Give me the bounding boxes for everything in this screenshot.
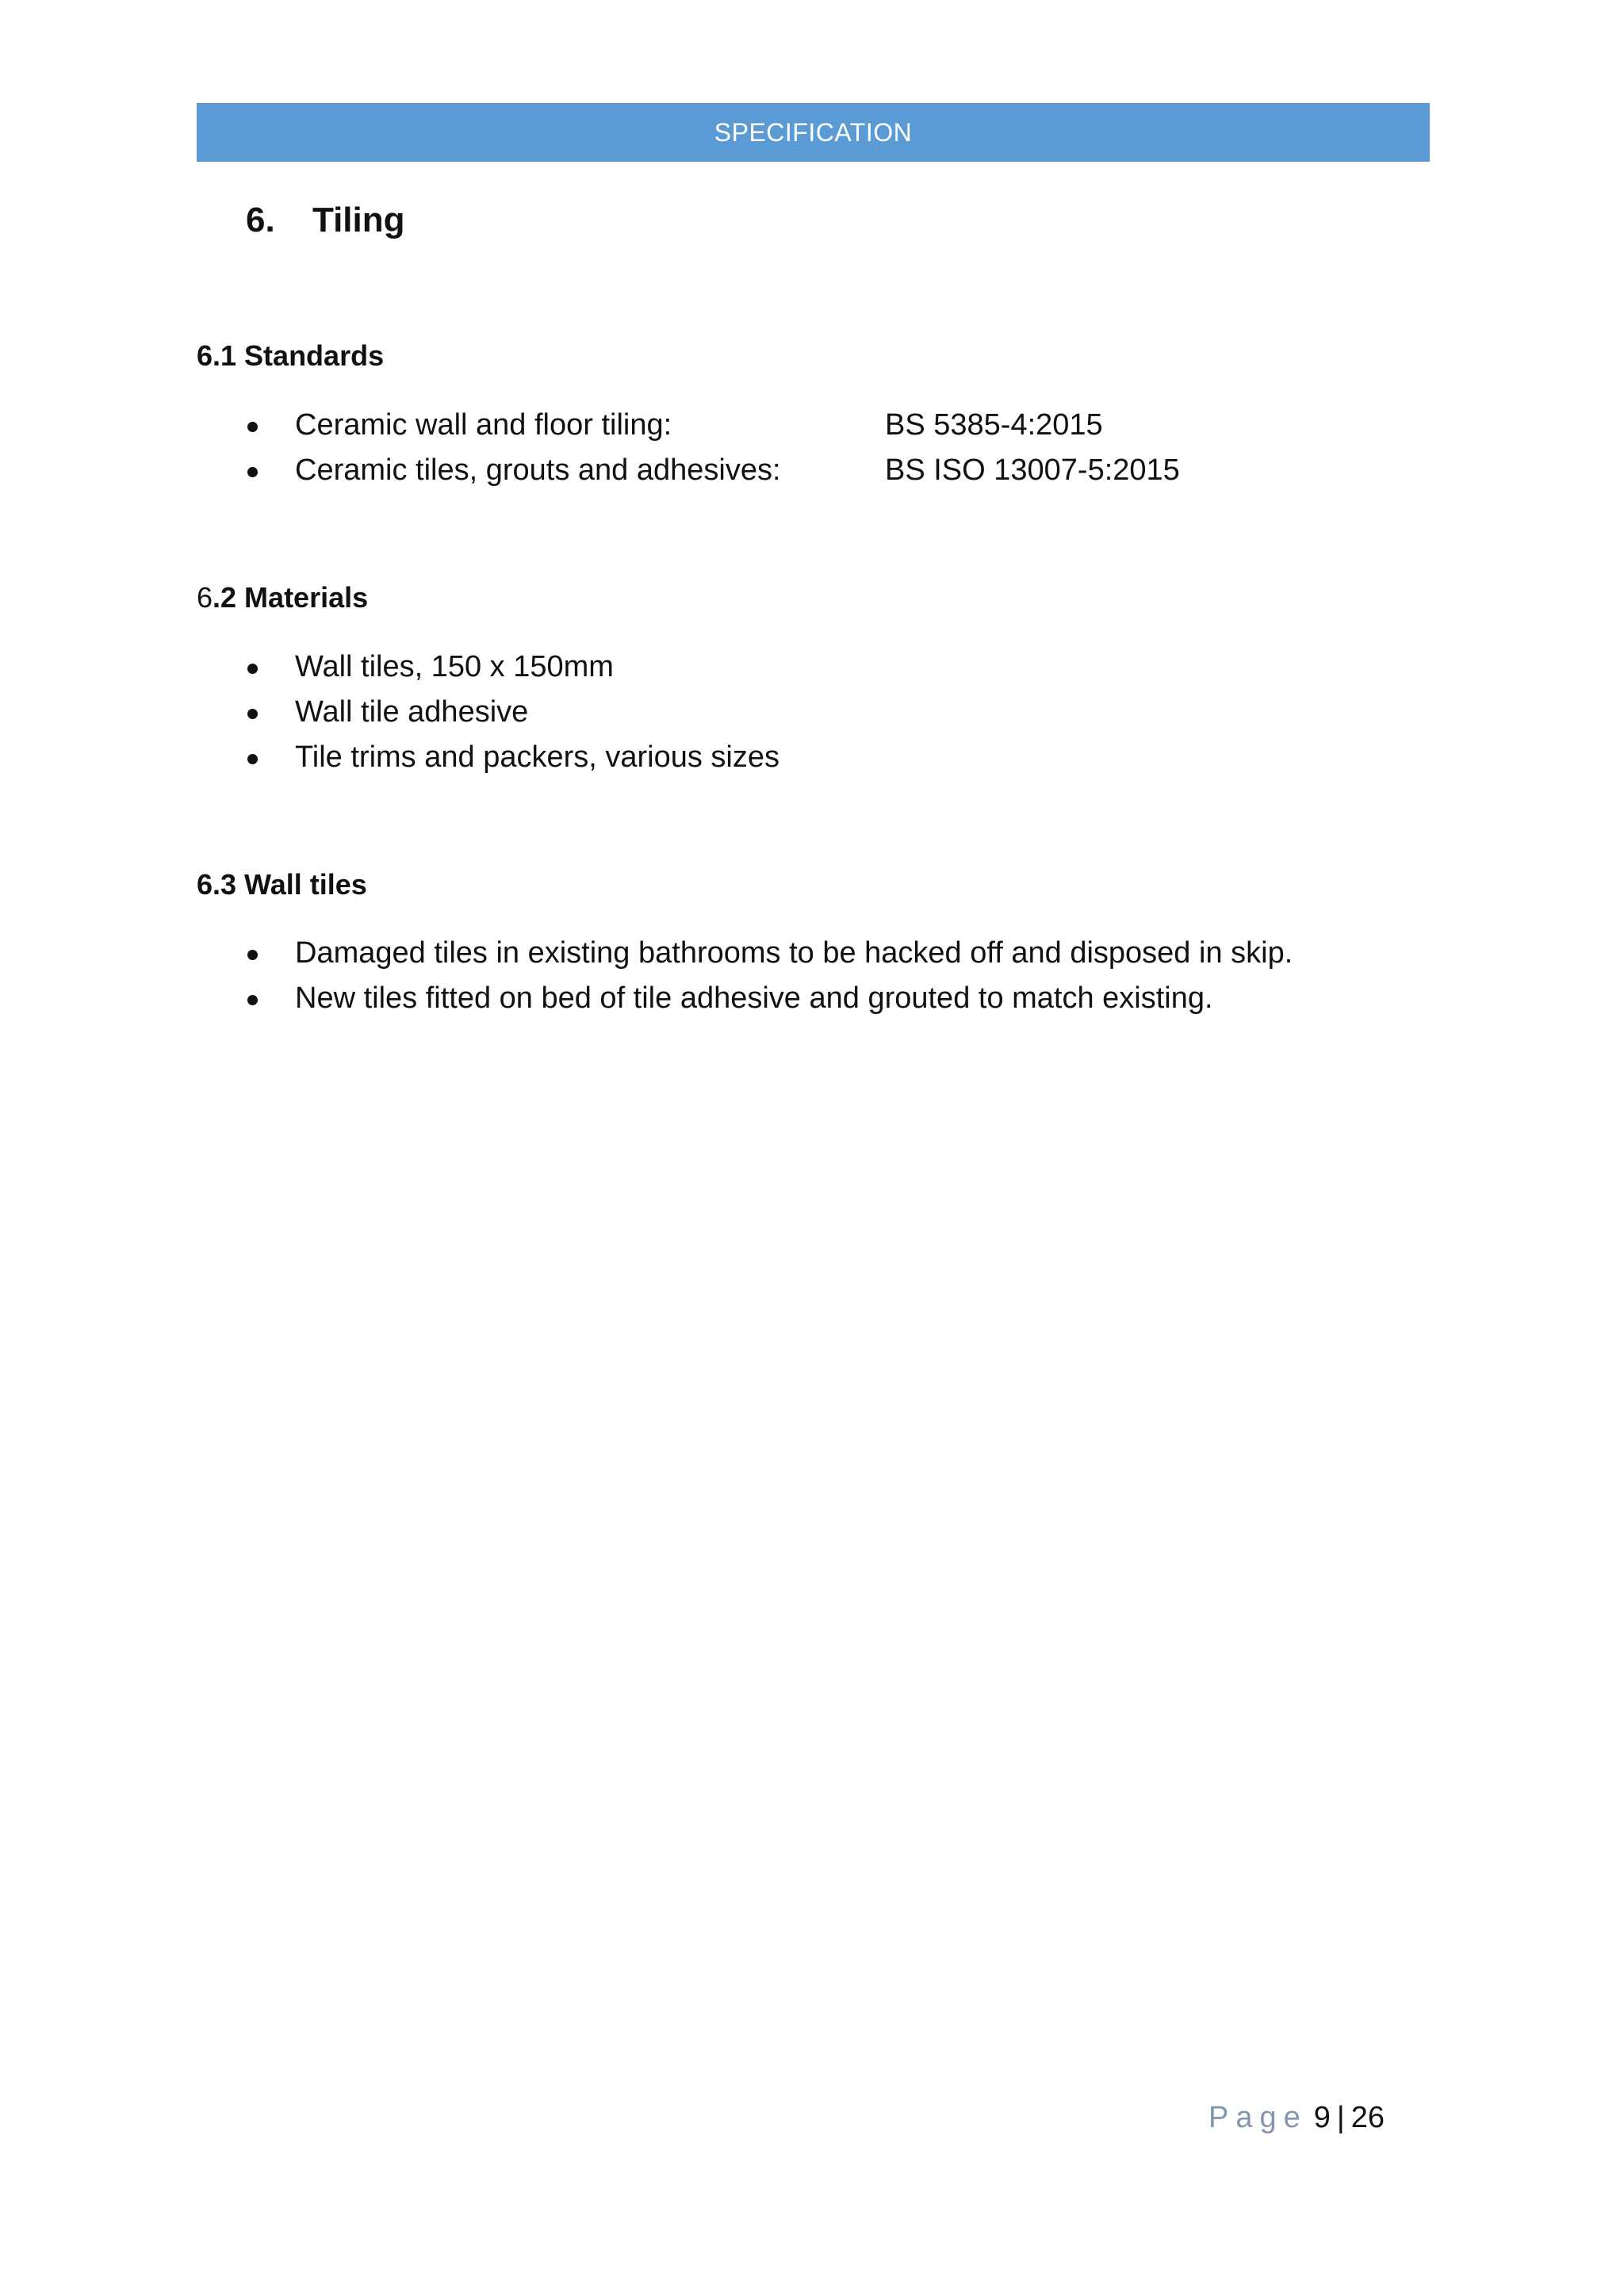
chapter-number: 6. (246, 201, 275, 239)
section-title-rest: .2 Materials (213, 581, 369, 614)
bullet-icon (247, 995, 258, 1005)
page-number: 9 (1313, 2101, 1331, 2134)
chapter-heading (246, 201, 405, 240)
material-text: Wall tiles, 150 x 150mm (295, 650, 614, 683)
section-number-lead: 6 (197, 581, 213, 614)
bullet-icon (247, 422, 258, 432)
bullet-icon (247, 467, 258, 477)
standard-label: Ceramic tiles, grouts and adhesives: (295, 453, 781, 487)
material-text: Tile trims and packers, various sizes (295, 740, 780, 774)
wall-tiles-text: Damaged tiles in existing bathrooms to be hacked off and disposed in skip. (295, 936, 1293, 970)
material-text: Wall tile adhesive (295, 695, 529, 729)
standard-reference: BS 5385-4:2015 (885, 408, 1103, 442)
bullet-icon (247, 664, 258, 674)
bullet-icon (247, 709, 258, 719)
standard-reference: BS ISO 13007-5:2015 (885, 453, 1180, 487)
chapter-title: Tiling (312, 201, 405, 239)
page-word: Page (1208, 2101, 1308, 2134)
bullet-icon (247, 950, 258, 960)
bullet-icon (247, 754, 258, 764)
page-separator: | (1336, 2101, 1345, 2134)
total-pages: 26 (1350, 2101, 1385, 2134)
header-banner: SPECIFICATION (197, 103, 1430, 162)
standard-label: Ceramic wall and floor tiling: (295, 408, 672, 442)
wall-tiles-text: New tiles fitted on bed of tile adhesive and grouted to match existing. (295, 982, 1213, 1015)
section-title-materials (197, 581, 368, 614)
section-title-wall-tiles: 6.3 Wall tiles (197, 868, 367, 901)
section-title-standards: 6.1 Standards (197, 339, 385, 372)
page-footer (1208, 2101, 1385, 2135)
